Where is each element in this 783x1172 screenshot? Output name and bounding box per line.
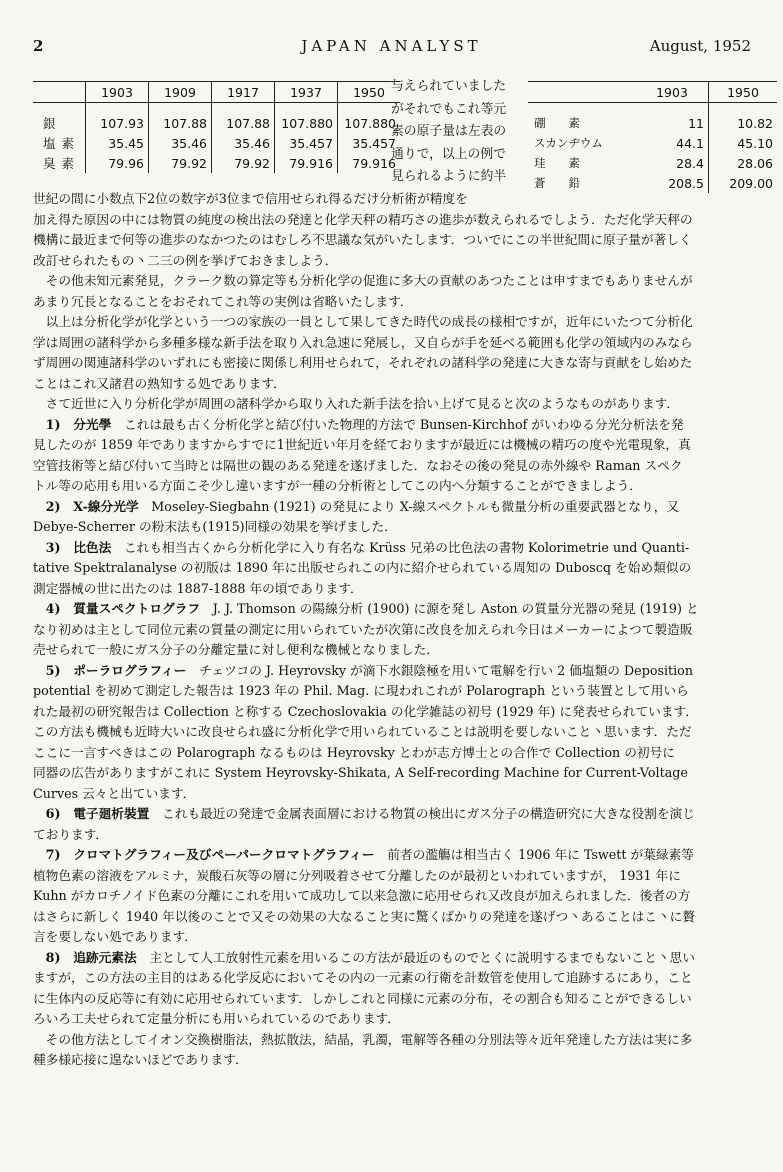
line-text: Curves 云々と出ています．: [33, 785, 196, 801]
page-number: 2: [33, 37, 44, 55]
table-cell: 79.916: [338, 153, 401, 173]
journal-title: JAPAN ANALYST: [301, 37, 482, 55]
table-header-cell: 1950: [338, 82, 401, 103]
line-text: 加え得た原因の中には物質の純度の検出法の発達と化学天秤の精巧さの進歩が数えられるでしよう．ただ化学天秤の: [33, 211, 693, 227]
table-header-cell: 1950: [709, 82, 778, 103]
text-line: [33, 1030, 749, 1051]
line-text: 学は周囲の諸科学から多種多様な新手法を取り入れ急速に発展し，又自らが手を延べる範囲も化学の領域内のみなら: [33, 334, 693, 350]
line-text: 改訂せられたもの丶二三の例を挙げておきましよう．: [33, 252, 338, 268]
issue-date: August, 1952: [649, 37, 751, 55]
section-heading: 5) ポーラログラフィー: [33, 662, 187, 678]
text-line: [33, 579, 749, 600]
line-text: 空管技術等と結び付いて当時とは隔世の観のある発達を遂げました．なおその後の発見の赤外線や Raman スペク: [33, 457, 683, 473]
atomic-weight-table-right: [528, 81, 777, 193]
table-row: [33, 103, 400, 134]
line-text: Kuhn がカロチノイド色素の分離にこれを用いて成功して以来急激に応用せられ又改良が加えられました．後者の方: [33, 888, 691, 903]
line-text: 植物色素の溶液をアルミナ，炭酸石灰等の層に分列吸着させて分離したのが最初といわれていますが， 1931 年に: [33, 867, 681, 883]
line-text: 測定器械の世に出たのは 1887-1888 年の頃であります．: [33, 580, 363, 596]
line-text: 同器の広告がありますがこれに System Heyrovsky-Shikata, A Self-recording Machine for Current-Voltage: [33, 765, 688, 780]
line-text: tative Spektralanalyse の初版は 1890 年に出版せられこの内に紹介せられている周知の Duboscq を始め類似の: [33, 560, 692, 575]
line-text: ております．: [33, 826, 109, 842]
text-line: 見られるように約半: [391, 169, 507, 184]
table-cell: 79.92: [149, 153, 212, 173]
line-text: 以上は分析化学が化学という一つの家族の一員として果してきた時代の成長の様相ですが，近年にいたつて分析化: [33, 314, 693, 329]
text-line: [33, 968, 749, 989]
table-cell: 79.96: [86, 153, 149, 173]
text-line: [33, 415, 749, 436]
element-name: 蒼 鉛: [534, 176, 580, 190]
table-row: [33, 133, 400, 153]
line-text: その他未知元素発見，クラーク数の算定等も分析化学の促進に多大の貢献のあつたことは申すまでもありませんが: [33, 273, 693, 288]
text-line: [33, 825, 749, 846]
line-text: 見したのが 1859 年でありますからすでに1世紀近い年月を経ておりますが最近には機械の精巧の度や光電現象，真: [33, 437, 691, 452]
text-line: [33, 538, 749, 559]
body-text: [33, 189, 749, 1071]
text-line: [33, 251, 749, 272]
text-line: [33, 189, 749, 210]
line-text: 売せられて一般にガス分子の分離定量に対し便利な機械となりました．: [33, 642, 439, 657]
section-heading: 7) クロマトグラフィー及びペーパークロマトグラフィー: [33, 847, 375, 862]
text-line: [33, 927, 749, 948]
line-text: に生体内の反応等に有効に応用せられています．しかしこれと同様に元素の分布，その割合も知ることができるしい: [33, 990, 692, 1006]
table-cell: 35.457: [338, 133, 401, 153]
table-cell: 35.46: [212, 133, 275, 153]
line-text: ますが，この方法の主目的はある化学反応においてその内の一元素の行衛を計数管を使用して追跡するにあり，こと: [33, 970, 693, 985]
text-line: [33, 476, 749, 497]
text-line: [33, 907, 749, 928]
table-cell: 10.82: [709, 103, 778, 134]
line-text: チェツコの J. Heyrovsky が滴下水銀陰極を用いて電解を行い 2 価塩類の Deposition: [186, 662, 693, 678]
line-text: 機構に最近まで何等の進歩のなかつたのはむしろ不思議な気がいたします．ついでにこの半世紀間に原子量が著しく: [33, 232, 692, 247]
table-header-cell: 1903: [86, 82, 149, 103]
text-line: がそれでもこれ等元: [391, 101, 507, 117]
table-cell: 208.5: [668, 175, 704, 191]
line-text: ず周囲の関連諸科学のいずれにも密接に関係し利用せられて，それぞれの諸科学の発達に大きな寄与貢献をし始めた: [33, 355, 693, 370]
text-line: [33, 845, 749, 866]
text-line: [33, 866, 749, 887]
table-header-cell: [33, 82, 86, 103]
line-text: Debye-Scherrer の粉末法も(1915)同様の効果を挙げました．: [33, 519, 397, 534]
text-line: [33, 292, 749, 313]
line-text: 前者の濫觴は相当古く 1906 年に Tswett が葉緑素等: [374, 847, 694, 862]
table-cell: 35.457: [275, 133, 338, 153]
line-text: その他方法としてイオン交換樹脂法，熱拡散法，結晶，乳濁，電解等各種の分別法等々近年発達した方法は実に多: [33, 1031, 693, 1047]
line-text: はさらに新しく 1940 年以後のことで又その効果の大なること実に驚くばかりの発達を遂げつ丶あることはこ丶に贅: [33, 908, 696, 924]
table-cell: 107.88: [212, 103, 275, 134]
table-header-cell: 1917: [212, 82, 275, 103]
section-heading: 2) X-線分光学: [33, 498, 139, 514]
line-text: 言を要しない処であります．: [33, 929, 197, 944]
text-line: [33, 722, 749, 743]
text-line: [33, 210, 749, 231]
atomic-weight-table-left: [33, 81, 400, 173]
line-text: ろいろ工夫せられて定量分析にも用いられているのであります．: [33, 1011, 400, 1026]
section-heading: 8) 追跡元素法: [33, 949, 137, 965]
text-line: [33, 230, 749, 251]
line-text: トル等の応用も用いる方面こそ少し違いますが一種の分析術としてこの内へ分類することができましよう．: [33, 478, 642, 493]
table-cell: 107.880: [275, 103, 338, 134]
section-heading: 1) 分光學: [33, 416, 112, 432]
table-cell: 107.93: [86, 103, 149, 134]
line-text: 種多様応接に遑ないほどであります．: [33, 1052, 248, 1067]
text-line: [33, 661, 749, 682]
table-row: [528, 153, 777, 173]
text-line: [33, 620, 749, 641]
text-line: [33, 394, 749, 415]
element-name: 塩素: [43, 136, 81, 151]
table-cell: 28.06: [709, 153, 778, 173]
text-line: [33, 599, 749, 620]
text-line: [33, 989, 749, 1010]
text-line: 通りで，以上の例で: [391, 146, 506, 162]
text-line: 与えられていました: [391, 79, 507, 94]
text-line: [33, 497, 749, 518]
text-line: [33, 804, 749, 825]
text-line: [33, 640, 749, 661]
line-text: potential を初めて測定した報告は 1923 年の Phil. Mag. に現われこれが Polarograph という装置として用いら: [33, 683, 689, 698]
table-cell: 35.45: [86, 133, 149, 153]
table-cell: 107.880: [338, 103, 401, 134]
element-name: 硼 素: [534, 116, 580, 130]
element-name: 銀: [43, 116, 62, 131]
table-cell: 79.92: [212, 153, 275, 173]
text-line: [33, 763, 749, 784]
text-line: [33, 374, 749, 395]
section-heading: 3) 比色法: [33, 539, 112, 555]
text-line: [33, 743, 749, 764]
text-line: [33, 353, 749, 374]
table-header-cell: 1909: [149, 82, 212, 103]
line-text: これは最も古く分析化学と結び付いた物理的方法で Bunsen-Kirchhof がいわゆる分光分析法を発: [111, 416, 684, 432]
text-line: [33, 517, 749, 538]
line-text: J. J. Thomson の陽線分析 (1900) に源を発し Aston の質量分光器の発見 (1919) と: [200, 601, 699, 616]
element-name: 珪 素: [534, 156, 580, 170]
line-text: ここに一言すべきはこの Polarograph なるものは Heyrovsky とわが志方博士との合作で Collection の初号に: [33, 744, 675, 760]
section-heading: 6) 電子廻析裝置: [33, 806, 150, 821]
text-line: [33, 456, 749, 477]
table-row: [528, 133, 777, 153]
text-line: [33, 312, 749, 333]
table-row: [528, 103, 777, 134]
text-line: [33, 435, 749, 456]
text-line: [33, 333, 749, 354]
line-text: 主として人工放射性元素を用いるこの方法が最近のものでとくに説明するまでもないこと丶思い: [136, 949, 695, 965]
line-text: 世紀の間に小数点下2位の数字が3位まで信用せられ得るだけ分析術が精度を: [33, 191, 468, 206]
running-header: [0, 37, 783, 61]
line-text: れた最初の研究報告は Collection と称する Czechoslovakia の化学雑誌の初号 (1929 年) に発表せられています．: [33, 703, 698, 719]
table-cell: 35.46: [149, 133, 212, 153]
element-name: スカンヂウム: [534, 136, 603, 150]
element-name: 臭素: [43, 156, 81, 171]
line-text: あまり冗長となることをおそれてこれ等の実例は省略いたします．: [33, 293, 413, 309]
text-line: [33, 558, 749, 579]
text-line: [33, 1009, 749, 1030]
table-cell: 11: [688, 115, 704, 131]
line-text: なり初めは主として同位元素の質量の測定に用いられていたが次第に改良を加えられ今日はメーカーによつて製造販: [33, 621, 693, 637]
table-cell: 44.1: [676, 135, 704, 151]
line-text: ことはこれ又諸君の熟知する処であります．: [33, 375, 286, 391]
table-cell: 79.916: [275, 153, 338, 173]
table-header-cell: [528, 82, 636, 103]
table-cell: 107.88: [149, 103, 212, 134]
table-cell: 45.10: [709, 133, 778, 153]
line-text: これも相当古くから分析化学に入り有名な Krüss 兄弟の比色法の書物 Kolorimetrie und Quanti-: [111, 539, 690, 555]
text-line: 素の原子量は左表の: [391, 124, 507, 139]
table-cell: 209.00: [709, 173, 778, 193]
line-text: これも最近の発達で金属表面層における物質の検出にガス分子の構造研究に大きな役割を演じ: [149, 806, 695, 821]
line-text: この方法も機械も近時大いに改良せられ盛に分析化学で用いられていることは説明を要しないこと丶思います．ただ: [33, 724, 692, 739]
table-cell: 28.4: [676, 155, 704, 171]
text-line: [33, 271, 749, 292]
table-header-cell: 1903: [636, 82, 709, 103]
text-line: [33, 1050, 749, 1071]
side-text-block: [391, 76, 521, 189]
text-line: [33, 681, 749, 702]
text-line: [33, 948, 749, 969]
section-heading: 4) 質量スペクトログラフ: [33, 601, 201, 616]
text-line: [33, 702, 749, 723]
line-text: さて近世に入り分析化学が周囲の諸科学から取り入れた新手法を拾い上げて見ると次のようなものがあります．: [33, 396, 680, 411]
text-line: [33, 784, 749, 805]
table-row: [33, 153, 400, 173]
line-text: Moseley-Siegbahn (1921) の発見により X-線スペクトルも微量分析の重要武器となり，又: [138, 498, 680, 514]
text-line: [33, 886, 749, 907]
table-header-cell: 1937: [275, 82, 338, 103]
